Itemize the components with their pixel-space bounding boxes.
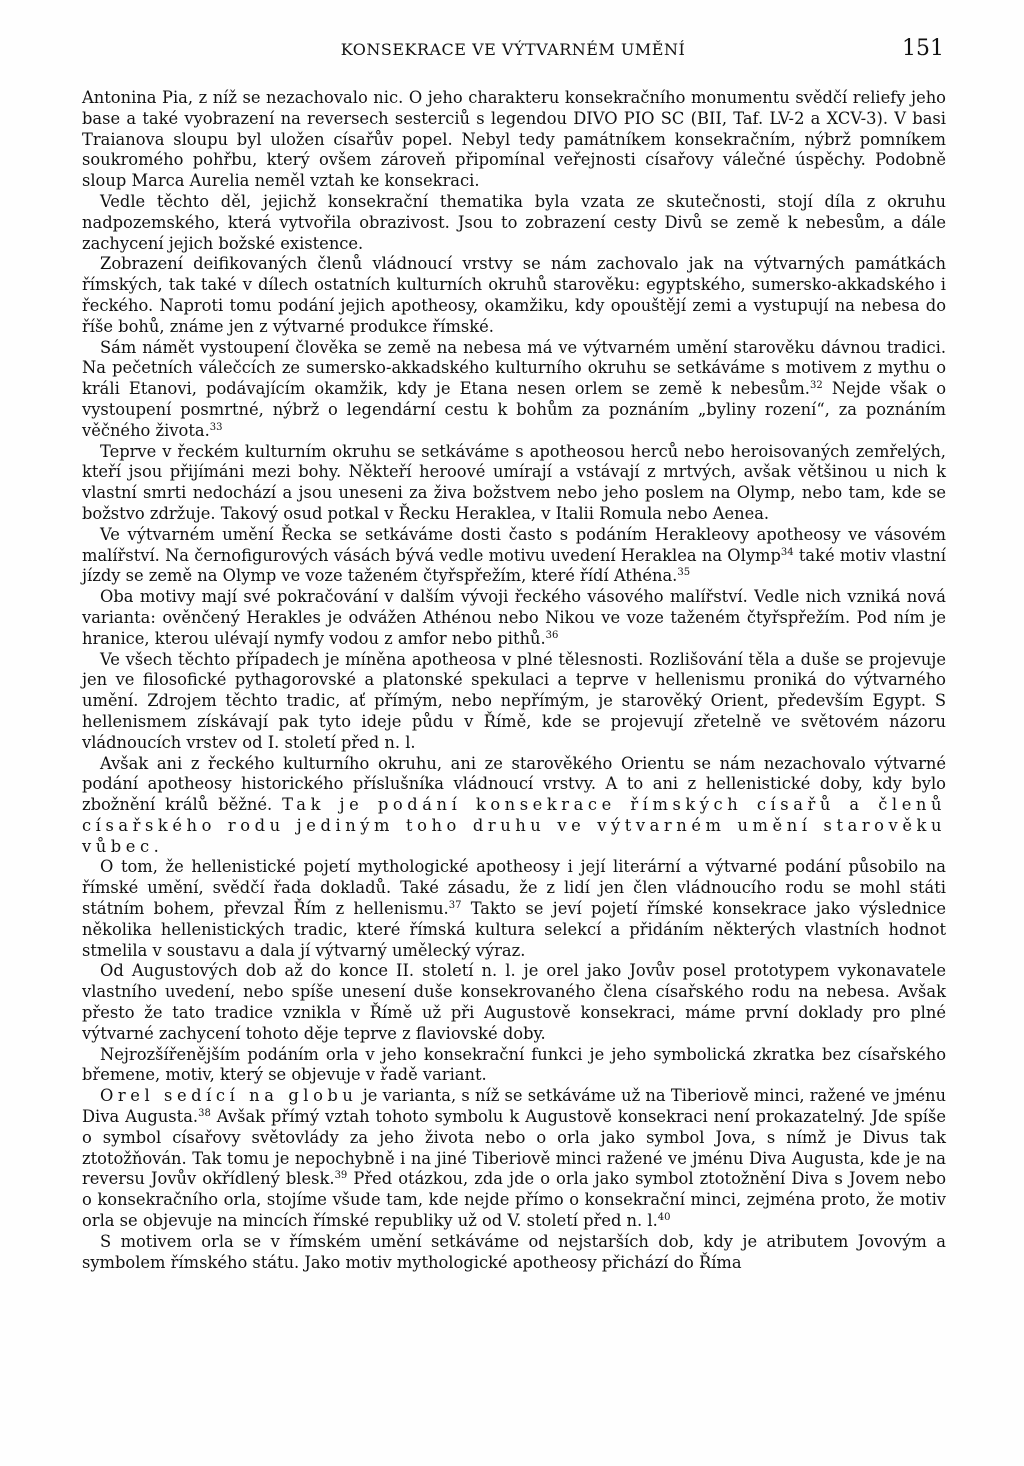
body-text [82, 88, 946, 1273]
footnote-ref: 36 [545, 629, 559, 641]
page-number: 151 [902, 36, 944, 61]
footnote-ref: 35 [677, 567, 691, 579]
paragraph: Orel sedící na globu je varianta, s níž se setkáváme už na Tiberiově minci, ražené ve jménu Diva Augusta.$^{38}$ Avšak přímý vztah tohoto symbolu k Augustově konsekraci není prokazatelný. Jde spíše o symbol císařovy světovlády za jeho života nebo o orla jako symbol Jova, s nímž je Divus tak ztotožňován. Tak tomu je nepochybně i na jiné Tiberiově minci ražené ve jménu Diva Augusta, kde je na reversu Jovův okřídlený blesk.$^{39}$ Před otázkou, zda jde o orla jako symbol ztotožnění Diva s Jovem nebo o konsekračního orla, stojíme všude tam, kde nejde přímo o konsekrační minci, zejména proto, že motiv orla se objevuje na mincích římské republiky už od V. století před n. l.$^{40}$ [82, 1086, 947, 1231]
paragraph: Avšak ani z řeckého kulturního okruhu, ani ze starověkého Orientu se nám nezachovalo výtvarné podání apotheosy historického příslušníka vládnoucí vrstvy. A to ani z hellenistické doby, kdy bylo zbožnění králů běžné. Tak je podání konsekrace římských císařů a členů císařského rodu jediným toho druhu ve výtvarném umění starověku vůbec. [82, 753, 947, 856]
paragraph: Ve všech těchto případech je míněna apotheosa v plné tělesnosti. Rozlišování těla a duše se projevuje jen ve filosofické pythagorovské a platonské spekulaci a teprve v hellenismu proniká do výtvarného umění. Zdrojem těchto tradic, ať přímým, nebo nepřímým, je starověký Orient, především Egypt. S hellenismem získávají pak tyto ideje půdu v Římě, kde se projevují zřetelně ve světovém názoru vládnoucích vrstev od I. století před n. l. [82, 649, 946, 752]
paragraph: Vedle těchto děl, jejichž konsekrační thematika byla vzata ze skutečnosti, stojí díla z okruhu nadpozemského, která vytvořila obrazivost. Jsou to zobrazení cesty Divů se země k nebesům, a dále zachycení jejich božské existence. [82, 191, 946, 253]
paragraph: S motivem orla se v římském umění setkáváme od nejstarších dob, kdy je atributem Jovovým a symbolem římského státu. Jako motiv mythologické apotheosy přichází do Říma [82, 1231, 946, 1272]
paragraph: Nejrozšířenějším podáním orla v jeho konsekrační funkci je jeho symbolická zkratka bez císařského břemene, motiv, který se objevuje v řadě variant. [82, 1044, 946, 1085]
footnote-ref: 39 [334, 1170, 348, 1182]
paragraph: Oba motivy mají své pokračování v dalším vývoji řeckého vásového malířství. Vedle nich vzniká nová varianta: ověnčený Herakles je odvážen Athénou nebo Nikou ve voze taženém čtyřspřežím. Pod ním je hranice, kterou ulévají nymfy vodou z amfor nebo pithů.$^{36}$ [82, 587, 946, 648]
paragraph: O tom, že hellenistické pojetí mythologické apotheosy i její literární a výtvarné podání působilo na římské umění, svědčí řada dokladů. Také zásadu, že z lidí jen člen vládnoucího rodu se mohl státi státním bohem, převzal Řím z hellenismu.$^{37}$ Takto se jeví pojetí římské konsekrace jako výslednice několika hellenistických tradic, které římská kultura selekcí a přidáním některých vlastních hodnot stmelila v soustavu a dala jí výtvarný umělecký výraz. [82, 857, 946, 960]
page-header [82, 36, 944, 66]
paragraph: Od Augustových dob až do konce II. století n. l. je orel jako Jovův posel prototypem vykonavatele vlastního uvedení, nebo spíše unesení duše konsekrovaného člena císařského rodu na nebesa. Avšak přesto že tato tradice vznikla v Římě už při Augustově konsekraci, máme první doklady pro plné výtvarné zachycení tohoto děje teprve z flaviovské doby. [82, 961, 946, 1043]
footnote-ref: 33 [209, 421, 223, 433]
footnote-ref: 40 [657, 1212, 671, 1224]
paragraph: Antonina Pia, z níž se nezachovalo nic. O jeho charakteru konsekračního monumentu svědčí reliefy jeho base a také vyobrazení na reversech sesterciů s legendou DIVO PIO SC (BII, Taf. LV-2 a XCV-3). V basi Traianova sloupu byl uložen císařův popel. Nebyl tedy památníkem konsekračním, nýbrž pomníkem soukromého pohřbu, který ovšem zároveň připomínal veřejnosti císařovy válečné úspěchy. Podobně sloup Marca Aurelia neměl vztah ke konsekraci. [82, 88, 946, 191]
footnote-ref: 37 [448, 900, 462, 912]
paragraph: Sám námět vystoupení člověka se země na nebesa má ve výtvarném umění starověku dávnou tradici. Na pečetních válečcích ze sumersko-akkadského kulturního okruhu se setkáváme s motivem z mythu o králi Etanovi, podávajícím okamžik, kdy je Etana nesen orlem se země k nebesům.$^{32}$ Nejde však o vystoupení posmrtné, nýbrž o legendární cestu k bohům za poznáním „byliny rození“, za poznáním věčného života.$^{33}$ [82, 337, 947, 440]
spaced-emphasis: Tak je podání konsekrace římských císařů a členů císařského rodu jediným toho druhu ve výtvarném umění starověku vůbec. [82, 795, 947, 856]
paragraph: Zobrazení deifikovaných členů vládnoucí vrstvy se nám zachovalo jak na výtvarných památkách římských, tak také v dílech ostatních kulturních okruhů starověku: egyptského, sumersko-akkadského i řeckého. Naproti tomu podání jejich apotheosy, okamžiku, kdy opouštějí zemi a vystupují na nebesa do říše bohů, známe jen z výtvarné produkce římské. [82, 254, 946, 336]
paragraph: Teprve v řeckém kulturním okruhu se setkáváme s apotheosou herců nebo heroisovaných zemřelých, kteří jsou přijímáni mezi bohy. Někteří heroové umírají a vstávají z mrtvých, avšak většinou u nich k vlastní smrti nedochází a jsou uneseni za živa božstvem nebo jeho poslem na Olymp, nebo tam, kde se božstvo zdržuje. Takový osud potkal v Řecku Heraklea, v Italii Romula nebo Aenea. [82, 441, 946, 523]
spaced-emphasis: Orel sedící na globu [100, 1086, 358, 1106]
paragraph: Ve výtvarném umění Řecka se setkáváme dosti často s podáním Herakleovy apotheosy ve vásovém malířství. Na černofigurových vásách bývá vedle motivu uvedení Heraklea na Olymp$^{34}$ také motiv vlastní jízdy se země na Olymp ve voze taženém čtyřspřežím, které řídí Athéna.$^{35}$ [82, 524, 947, 586]
footnote-ref: 34 [780, 546, 794, 558]
running-head: KONSEKRACE VE VÝTVARNÉM UMĚNÍ [340, 40, 686, 59]
footnote-ref: 32 [809, 380, 823, 392]
footnote-ref: 38 [198, 1108, 211, 1120]
